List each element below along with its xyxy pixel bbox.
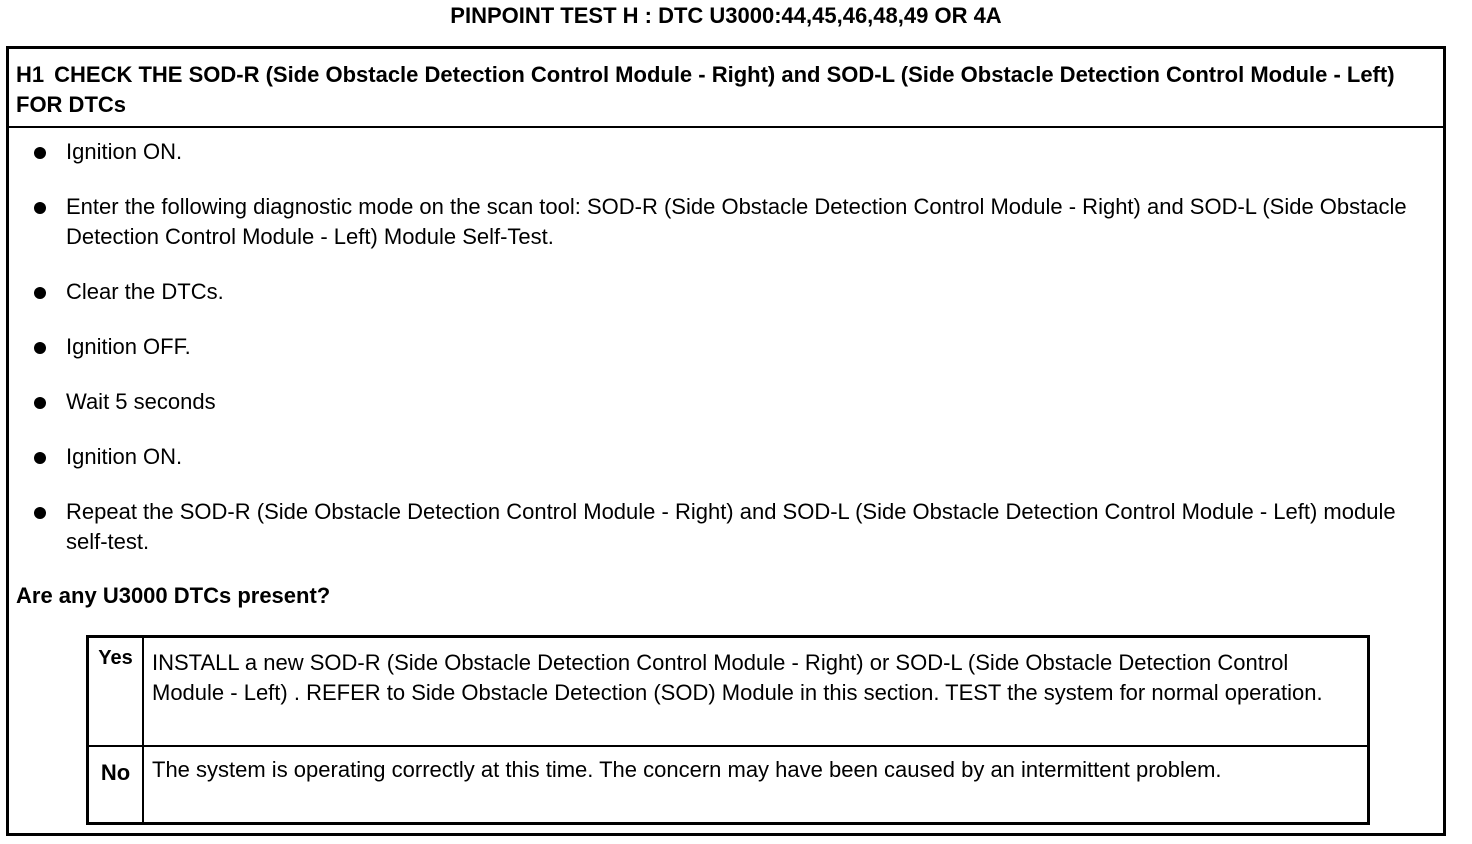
bullet-icon: [34, 397, 46, 409]
step-heading: CHECK THE SOD-R (Side Obstacle Detection Control Module - Right) and SOD-L (Side Obstacle Detection Control Module - Left) FOR DTCs: [16, 62, 1395, 117]
action-text: Enter the following diagnostic mode on the scan tool: SOD-R (Side Obstacle Detection Control Module - Right) and SOD-L (Side Obstacle Detection Control Module - Left) Module Self-Test.: [66, 194, 1407, 249]
answer-row-yes: [89, 638, 1367, 747]
action-text: Ignition ON.: [66, 444, 183, 469]
action-text: Repeat the SOD-R (Side Obstacle Detection Control Module - Right) and SOD-L (Side Obstacle Detection Control Module - Left) module self-test.: [66, 499, 1396, 554]
step-id: H1: [16, 62, 45, 87]
answer-label-no: No: [89, 747, 144, 822]
bullet-icon: [34, 147, 46, 159]
bullet-icon: [34, 202, 46, 214]
answer-text-no: The system is operating correctly at this time. The concern may have been caused by an intermittent problem.: [152, 757, 1222, 782]
bullet-icon: [34, 507, 46, 519]
action-text: Ignition ON.: [66, 139, 183, 164]
bullet-icon: [34, 342, 46, 354]
action-text: Wait 5 seconds: [66, 389, 216, 414]
page-title: PINPOINT TEST H : DTC U3000:44,45,46,48,49 OR 4A: [450, 3, 1002, 28]
pinpoint-test-box: [6, 46, 1446, 836]
bullet-icon: [34, 452, 46, 464]
action-text: Clear the DTCs.: [66, 279, 224, 304]
answer-text-yes: INSTALL a new SOD-R (Side Obstacle Detection Control Module - Right) or SOD-L (Side Obstacle Detection Control Module - Left) . REFER to Side Obstacle Detection (SOD) Module in this section. TEST the system for normal operation.: [152, 650, 1323, 705]
action-text: Ignition OFF.: [66, 334, 191, 359]
answer-table: [86, 635, 1370, 825]
answer-row-no: [89, 747, 1367, 822]
step-header: [9, 49, 1443, 128]
question: Are any U3000 DTCs present?: [16, 583, 331, 608]
answer-label-yes: Yes: [89, 638, 144, 745]
bullet-icon: [34, 287, 46, 299]
